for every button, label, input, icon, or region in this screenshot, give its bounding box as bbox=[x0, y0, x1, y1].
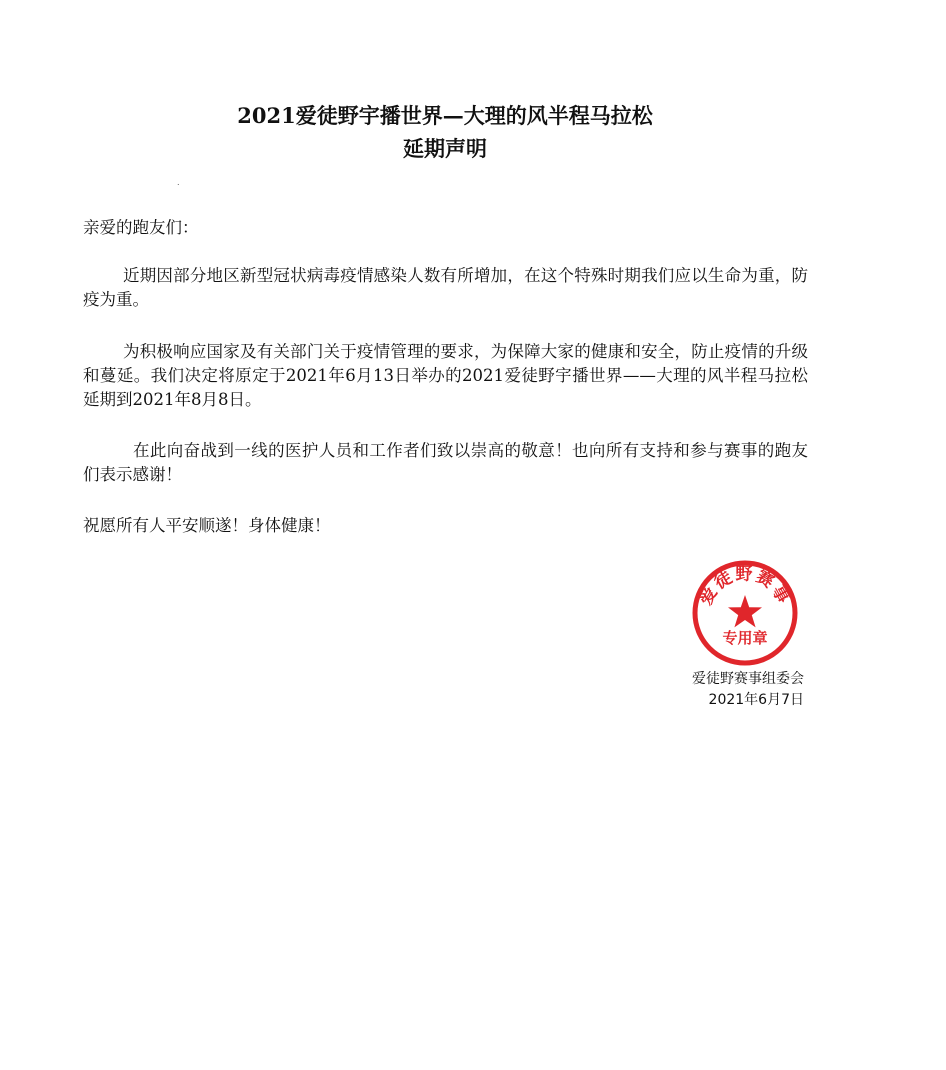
paragraph-3: 在此向奋战到一线的医护人员和工作者们致以崇高的敬意！也向所有支持和参与赛事的跑友们表示感谢！ bbox=[83, 441, 808, 484]
signature-organization: 爱徒野赛事组委会 bbox=[692, 671, 804, 687]
paragraph-2: 为积极响应国家及有关部门关于疫情管理的要求，为保障大家的健康和安全，防止疫情的升级和蔓延。我们决定将原定于2021年6月13日举办的2021爱徒野宇播世界——大理的风半程马拉松延期到2021年8月8日。 bbox=[83, 342, 808, 409]
greeting: 亲爱的跑友们： bbox=[83, 218, 199, 237]
official-seal-icon bbox=[688, 558, 802, 668]
closing-wish: 祝愿所有人平安顺遂！身体健康！ bbox=[83, 516, 331, 535]
small-dot-mark: . bbox=[177, 178, 180, 187]
seal-star-icon bbox=[728, 595, 762, 627]
document-title: 2021爱徒野宇播世界—大理的风半程马拉松 bbox=[237, 103, 653, 128]
signature-date: 2021年6月7日 bbox=[708, 692, 804, 708]
document-subtitle: 延期声明 bbox=[403, 136, 487, 161]
paragraph-1: 近期因部分地区新型冠状病毒疫情感染人数有所增加，在这个特殊时期我们应以生命为重，防疫为重。 bbox=[83, 266, 808, 309]
seal-bottom-text: 专用章 bbox=[722, 629, 768, 647]
seal-arc-text: 爱徒野赛事 bbox=[695, 564, 795, 609]
